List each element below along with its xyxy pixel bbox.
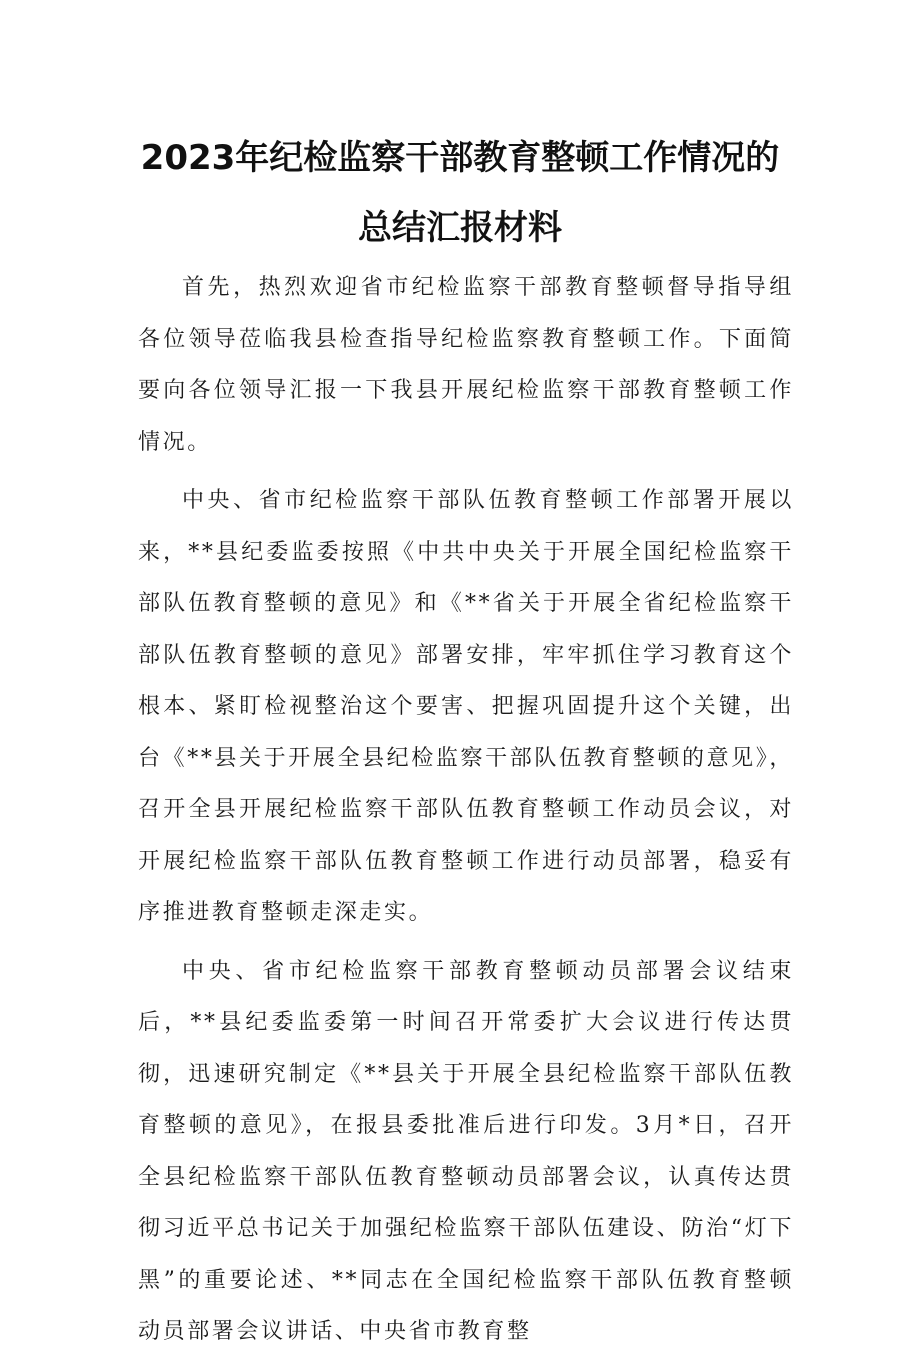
paragraph-meeting: 中央、省市纪检监察干部教育整顿动员部署会议结束后，**县纪委监委第一时间召开常委扩大会议进行传达贯彻，迅速研究制定《**县关于开展全县纪检监察干部队伍教育整顿的意见》，在报县委批准后进行印发。3月*日，召开全县纪检监察干部队伍教育整顿动员部署会议，认真传达贯彻习近平总书记关于加强纪检监察干部队伍建设、防治“灯下黑”的重要论述、**同志在全国纪检监察干部队伍教育整顿动员部署会议讲话、中央省市教育整 [138, 958, 794, 1344]
paragraph-intro: 首先，热烈欢迎省市纪检监察干部教育整顿督导指导组各位领导莅临我县检查指导纪检监察教育整顿工作。下面简要向各位领导汇报一下我县开展纪检监察干部教育整顿工作情况。 [138, 275, 794, 455]
document-body [138, 262, 794, 1358]
paragraph-deployment: 中央、省市纪检监察干部队伍教育整顿工作部署开展以来，**县纪委监委按照《中共中央关于开展全国纪检监察干部队伍教育整顿的意见》和《**省关于开展全省纪检监察干部队伍教育整顿的意见》部署安排，牢牢抓住学习教育这个根本、紧盯检视整治这个要害、把握巩固提升这个关键，出台《**县关于开展全县纪检监察干部队伍教育整顿的意见》，召开全县开展纪检监察干部队伍教育整顿工作动员会议，对开展纪检监察干部队伍教育整顿工作进行动员部署，稳妥有序推进教育整顿走深走实。 [138, 488, 794, 925]
document-title-line-2: 总结汇报材料 [358, 208, 562, 248]
document-title-line-1: 2023年纪检监察干部教育整顿工作情况的 [140, 138, 780, 178]
